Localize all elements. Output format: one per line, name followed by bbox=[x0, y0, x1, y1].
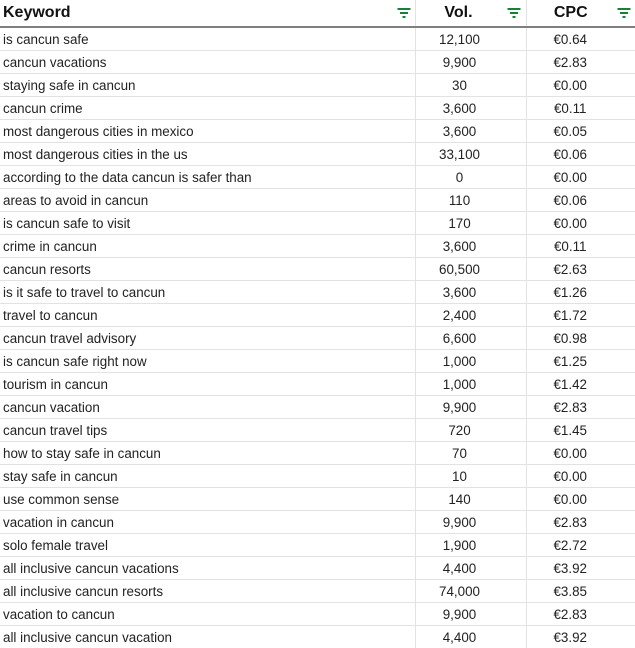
cpc-cell[interactable]: €2.83 bbox=[526, 511, 635, 534]
keyword-cell[interactable]: areas to avoid in cancun bbox=[0, 189, 415, 212]
table-row bbox=[0, 212, 635, 235]
keyword-cell[interactable]: all inclusive cancun vacations bbox=[0, 557, 415, 580]
keyword-cell[interactable]: most dangerous cities in mexico bbox=[0, 120, 415, 143]
keyword-cell[interactable]: cancun travel advisory bbox=[0, 327, 415, 350]
table-row bbox=[0, 511, 635, 534]
keyword-cell[interactable]: how to stay safe in cancun bbox=[0, 442, 415, 465]
table-row bbox=[0, 465, 635, 488]
keyword-cell[interactable]: vacation to cancun bbox=[0, 603, 415, 626]
keyword-cell[interactable]: is it safe to travel to cancun bbox=[0, 281, 415, 304]
header-row bbox=[0, 0, 635, 27]
cpc-cell[interactable]: €0.06 bbox=[526, 143, 635, 166]
cpc-cell[interactable]: €0.00 bbox=[526, 465, 635, 488]
cpc-cell[interactable]: €3.85 bbox=[526, 580, 635, 603]
table-row bbox=[0, 258, 635, 281]
table-row bbox=[0, 281, 635, 304]
filter-icon[interactable] bbox=[397, 7, 411, 19]
volume-cell[interactable]: 12,100 bbox=[415, 27, 526, 51]
volume-cell[interactable]: 0 bbox=[415, 166, 526, 189]
table-row bbox=[0, 419, 635, 442]
cpc-cell[interactable]: €2.72 bbox=[526, 534, 635, 557]
volume-cell[interactable]: 1,000 bbox=[415, 350, 526, 373]
volume-cell[interactable]: 110 bbox=[415, 189, 526, 212]
table-row bbox=[0, 603, 635, 626]
volume-cell[interactable]: 6,600 bbox=[415, 327, 526, 350]
volume-cell[interactable]: 3,600 bbox=[415, 235, 526, 258]
cpc-cell[interactable]: €0.00 bbox=[526, 488, 635, 511]
keyword-cell[interactable]: is cancun safe to visit bbox=[0, 212, 415, 235]
cpc-cell[interactable]: €0.05 bbox=[526, 120, 635, 143]
cpc-cell[interactable]: €1.45 bbox=[526, 419, 635, 442]
volume-cell[interactable]: 3,600 bbox=[415, 281, 526, 304]
cpc-cell[interactable]: €0.06 bbox=[526, 189, 635, 212]
cpc-column-header[interactable] bbox=[526, 0, 635, 27]
volume-cell[interactable]: 33,100 bbox=[415, 143, 526, 166]
volume-cell[interactable]: 10 bbox=[415, 465, 526, 488]
volume-cell[interactable]: 170 bbox=[415, 212, 526, 235]
volume-cell[interactable]: 3,600 bbox=[415, 97, 526, 120]
table-row bbox=[0, 74, 635, 97]
volume-cell[interactable]: 60,500 bbox=[415, 258, 526, 281]
table-row bbox=[0, 534, 635, 557]
keyword-cell[interactable]: according to the data cancun is safer than bbox=[0, 166, 415, 189]
cpc-cell[interactable]: €0.11 bbox=[526, 235, 635, 258]
table-row bbox=[0, 327, 635, 350]
cpc-cell[interactable]: €0.98 bbox=[526, 327, 635, 350]
cpc-cell[interactable]: €0.00 bbox=[526, 442, 635, 465]
table-row bbox=[0, 626, 635, 648]
table-row bbox=[0, 557, 635, 580]
volume-cell[interactable]: 70 bbox=[415, 442, 526, 465]
keyword-cell[interactable]: tourism in cancun bbox=[0, 373, 415, 396]
table-body bbox=[0, 27, 635, 648]
keyword-header-label: Keyword bbox=[3, 4, 71, 21]
keyword-cell[interactable]: cancun vacation bbox=[0, 396, 415, 419]
keyword-cell[interactable]: vacation in cancun bbox=[0, 511, 415, 534]
table-row bbox=[0, 580, 635, 603]
table-row bbox=[0, 120, 635, 143]
keyword-column-header[interactable] bbox=[0, 0, 415, 27]
keyword-cell[interactable]: all inclusive cancun vacation bbox=[0, 626, 415, 648]
cpc-cell[interactable]: €0.00 bbox=[526, 212, 635, 235]
cpc-cell[interactable]: €1.42 bbox=[526, 373, 635, 396]
keyword-cell[interactable]: is cancun safe right now bbox=[0, 350, 415, 373]
table-row bbox=[0, 350, 635, 373]
volume-column-header[interactable] bbox=[415, 0, 526, 27]
volume-cell[interactable]: 2,400 bbox=[415, 304, 526, 327]
volume-cell[interactable]: 30 bbox=[415, 74, 526, 97]
filter-icon[interactable] bbox=[617, 7, 631, 19]
cpc-cell[interactable]: €1.25 bbox=[526, 350, 635, 373]
keyword-cell[interactable]: most dangerous cities in the us bbox=[0, 143, 415, 166]
keyword-cell[interactable]: cancun vacations bbox=[0, 51, 415, 74]
table-row bbox=[0, 304, 635, 327]
keyword-cell[interactable]: stay safe in cancun bbox=[0, 465, 415, 488]
cpc-header-label: CPC bbox=[553, 4, 588, 21]
cpc-cell[interactable]: €2.83 bbox=[526, 396, 635, 419]
cpc-cell[interactable]: €3.92 bbox=[526, 626, 635, 648]
volume-cell[interactable]: 4,400 bbox=[415, 557, 526, 580]
volume-cell[interactable]: 140 bbox=[415, 488, 526, 511]
cpc-cell[interactable]: €2.83 bbox=[526, 603, 635, 626]
volume-cell[interactable]: 4,400 bbox=[415, 626, 526, 648]
volume-cell[interactable]: 9,900 bbox=[415, 511, 526, 534]
filter-icon[interactable] bbox=[507, 7, 521, 19]
volume-cell[interactable]: 1,000 bbox=[415, 373, 526, 396]
volume-cell[interactable]: 3,600 bbox=[415, 120, 526, 143]
cpc-cell[interactable]: €0.64 bbox=[526, 27, 635, 51]
keyword-cell[interactable]: use common sense bbox=[0, 488, 415, 511]
keyword-cell[interactable]: travel to cancun bbox=[0, 304, 415, 327]
keyword-cell[interactable]: all inclusive cancun resorts bbox=[0, 580, 415, 603]
table-row bbox=[0, 488, 635, 511]
table-row bbox=[0, 97, 635, 120]
volume-cell[interactable]: 9,900 bbox=[415, 51, 526, 74]
keyword-cell[interactable]: cancun resorts bbox=[0, 258, 415, 281]
volume-cell[interactable]: 9,900 bbox=[415, 396, 526, 419]
table-row bbox=[0, 396, 635, 419]
table-row bbox=[0, 51, 635, 74]
table-row bbox=[0, 189, 635, 212]
keyword-cell[interactable]: crime in cancun bbox=[0, 235, 415, 258]
table-row bbox=[0, 373, 635, 396]
table-header bbox=[0, 0, 635, 27]
table-row bbox=[0, 166, 635, 189]
keyword-cell[interactable]: staying safe in cancun bbox=[0, 74, 415, 97]
cpc-cell[interactable]: €0.00 bbox=[526, 74, 635, 97]
table-row bbox=[0, 235, 635, 258]
volume-cell[interactable]: 74,000 bbox=[415, 580, 526, 603]
volume-cell[interactable]: 9,900 bbox=[415, 603, 526, 626]
cpc-cell[interactable]: €2.63 bbox=[526, 258, 635, 281]
keyword-cell[interactable]: cancun travel tips bbox=[0, 419, 415, 442]
volume-cell[interactable]: 720 bbox=[415, 419, 526, 442]
cpc-cell[interactable]: €0.00 bbox=[526, 166, 635, 189]
cpc-cell[interactable]: €1.72 bbox=[526, 304, 635, 327]
cpc-cell[interactable]: €0.11 bbox=[526, 97, 635, 120]
table-row bbox=[0, 442, 635, 465]
volume-cell[interactable]: 1,900 bbox=[415, 534, 526, 557]
volume-header-label: Vol. bbox=[444, 4, 473, 21]
table-row bbox=[0, 27, 635, 51]
keyword-cell[interactable]: solo female travel bbox=[0, 534, 415, 557]
cpc-cell[interactable]: €2.83 bbox=[526, 51, 635, 74]
keyword-cell[interactable]: cancun crime bbox=[0, 97, 415, 120]
table-row bbox=[0, 143, 635, 166]
cpc-cell[interactable]: €3.92 bbox=[526, 557, 635, 580]
cpc-cell[interactable]: €1.26 bbox=[526, 281, 635, 304]
keyword-cell[interactable]: is cancun safe bbox=[0, 27, 415, 51]
